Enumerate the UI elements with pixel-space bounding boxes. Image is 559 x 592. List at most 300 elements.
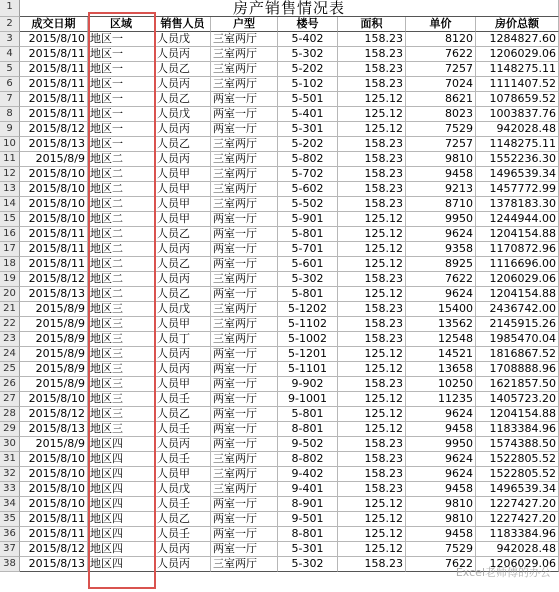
layout-cell[interactable]: 两室一厅 [211, 227, 278, 242]
region-cell[interactable]: 地区三 [88, 422, 155, 437]
unit-price-cell[interactable]: 11235 [406, 392, 476, 407]
area-cell[interactable]: 158.23 [338, 152, 406, 167]
row-header[interactable]: 15 [0, 212, 20, 227]
region-cell[interactable]: 地区四 [88, 542, 155, 557]
date-cell[interactable]: 2015/8/10 [20, 392, 88, 407]
area-cell[interactable]: 125.12 [338, 527, 406, 542]
row-header[interactable]: 26 [0, 377, 20, 392]
total-price-cell[interactable]: 1522805.52 [476, 452, 559, 467]
total-price-cell[interactable]: 2436742.00 [476, 302, 559, 317]
row-header[interactable]: 11 [0, 152, 20, 167]
date-cell[interactable]: 2015/8/9 [20, 332, 88, 347]
region-cell[interactable]: 地区四 [88, 437, 155, 452]
layout-cell[interactable]: 两室一厅 [211, 497, 278, 512]
row-header[interactable]: 1 [0, 0, 20, 17]
date-cell[interactable]: 2015/8/10 [20, 182, 88, 197]
total-price-cell[interactable]: 942028.48 [476, 122, 559, 137]
area-cell[interactable]: 125.12 [338, 512, 406, 527]
area-cell[interactable]: 158.23 [338, 437, 406, 452]
sheet-title[interactable]: 房产销售情况表 [20, 0, 559, 17]
salesperson-cell[interactable]: 人员丙 [155, 437, 211, 452]
unit-price-cell[interactable]: 10250 [406, 377, 476, 392]
date-cell[interactable]: 2015/8/11 [20, 92, 88, 107]
salesperson-cell[interactable]: 人员甲 [155, 467, 211, 482]
layout-cell[interactable]: 两室一厅 [211, 512, 278, 527]
date-cell[interactable]: 2015/8/10 [20, 32, 88, 47]
area-cell[interactable]: 125.12 [338, 92, 406, 107]
total-price-cell[interactable]: 1552236.30 [476, 152, 559, 167]
date-cell[interactable]: 2015/8/9 [20, 362, 88, 377]
date-cell[interactable]: 2015/8/10 [20, 212, 88, 227]
area-cell[interactable]: 158.23 [338, 197, 406, 212]
column-header-cell[interactable]: 房价总额 [476, 17, 559, 32]
total-price-cell[interactable]: 1116696.00 [476, 257, 559, 272]
salesperson-cell[interactable]: 人员乙 [155, 62, 211, 77]
building-cell[interactable]: 5-1201 [278, 347, 338, 362]
layout-cell[interactable]: 三室两厅 [211, 482, 278, 497]
unit-price-cell[interactable]: 15400 [406, 302, 476, 317]
area-cell[interactable]: 158.23 [338, 467, 406, 482]
building-cell[interactable]: 5-801 [278, 407, 338, 422]
date-cell[interactable]: 2015/8/9 [20, 317, 88, 332]
layout-cell[interactable]: 三室两厅 [211, 197, 278, 212]
building-cell[interactable]: 9-402 [278, 467, 338, 482]
region-cell[interactable]: 地区三 [88, 332, 155, 347]
region-cell[interactable]: 地区一 [88, 77, 155, 92]
unit-price-cell[interactable]: 9458 [406, 422, 476, 437]
layout-cell[interactable]: 两室一厅 [211, 362, 278, 377]
total-price-cell[interactable]: 1206029.06 [476, 47, 559, 62]
total-price-cell[interactable]: 1227427.20 [476, 512, 559, 527]
area-cell[interactable]: 158.23 [338, 317, 406, 332]
date-cell[interactable]: 2015/8/11 [20, 77, 88, 92]
area-cell[interactable]: 158.23 [338, 557, 406, 572]
row-header[interactable]: 36 [0, 527, 20, 542]
column-header-cell[interactable]: 单价 [406, 17, 476, 32]
row-header[interactable]: 7 [0, 92, 20, 107]
salesperson-cell[interactable]: 人员甲 [155, 167, 211, 182]
row-header[interactable]: 22 [0, 317, 20, 332]
layout-cell[interactable]: 三室两厅 [211, 467, 278, 482]
area-cell[interactable]: 158.23 [338, 77, 406, 92]
column-header-cell[interactable]: 销售人员 [155, 17, 211, 32]
region-cell[interactable]: 地区三 [88, 392, 155, 407]
layout-cell[interactable]: 三室两厅 [211, 452, 278, 467]
total-price-cell[interactable]: 1206029.06 [476, 272, 559, 287]
date-cell[interactable]: 2015/8/13 [20, 422, 88, 437]
layout-cell[interactable]: 两室一厅 [211, 92, 278, 107]
unit-price-cell[interactable]: 7622 [406, 272, 476, 287]
area-cell[interactable]: 125.12 [338, 287, 406, 302]
total-price-cell[interactable]: 1206029.06 [476, 557, 559, 572]
building-cell[interactable]: 9-1001 [278, 392, 338, 407]
building-cell[interactable]: 5-1101 [278, 362, 338, 377]
total-price-cell[interactable]: 1405723.20 [476, 392, 559, 407]
unit-price-cell[interactable]: 9358 [406, 242, 476, 257]
salesperson-cell[interactable]: 人员丙 [155, 557, 211, 572]
region-cell[interactable]: 地区二 [88, 257, 155, 272]
unit-price-cell[interactable]: 9458 [406, 527, 476, 542]
date-cell[interactable]: 2015/8/11 [20, 227, 88, 242]
date-cell[interactable]: 2015/8/13 [20, 557, 88, 572]
building-cell[interactable]: 5-202 [278, 62, 338, 77]
region-cell[interactable]: 地区一 [88, 62, 155, 77]
total-price-cell[interactable]: 1378183.30 [476, 197, 559, 212]
region-cell[interactable]: 地区一 [88, 122, 155, 137]
layout-cell[interactable]: 两室一厅 [211, 527, 278, 542]
region-cell[interactable]: 地区二 [88, 212, 155, 227]
row-header[interactable]: 5 [0, 62, 20, 77]
total-price-cell[interactable]: 1204154.88 [476, 227, 559, 242]
building-cell[interactable]: 8-901 [278, 497, 338, 512]
layout-cell[interactable]: 两室一厅 [211, 347, 278, 362]
row-header[interactable]: 19 [0, 272, 20, 287]
salesperson-cell[interactable]: 人员乙 [155, 92, 211, 107]
unit-price-cell[interactable]: 7257 [406, 62, 476, 77]
area-cell[interactable]: 125.12 [338, 362, 406, 377]
date-cell[interactable]: 2015/8/11 [20, 47, 88, 62]
layout-cell[interactable]: 两室一厅 [211, 122, 278, 137]
building-cell[interactable]: 5-502 [278, 197, 338, 212]
salesperson-cell[interactable]: 人员甲 [155, 317, 211, 332]
region-cell[interactable]: 地区四 [88, 452, 155, 467]
row-header[interactable]: 13 [0, 182, 20, 197]
salesperson-cell[interactable]: 人员壬 [155, 392, 211, 407]
unit-price-cell[interactable]: 13658 [406, 362, 476, 377]
salesperson-cell[interactable]: 人员乙 [155, 257, 211, 272]
date-cell[interactable]: 2015/8/12 [20, 272, 88, 287]
salesperson-cell[interactable]: 人员壬 [155, 422, 211, 437]
column-header-cell[interactable]: 成交日期 [20, 17, 88, 32]
unit-price-cell[interactable]: 9950 [406, 212, 476, 227]
row-header[interactable]: 9 [0, 122, 20, 137]
total-price-cell[interactable]: 1621857.50 [476, 377, 559, 392]
region-cell[interactable]: 地区三 [88, 377, 155, 392]
layout-cell[interactable]: 两室一厅 [211, 242, 278, 257]
date-cell[interactable]: 2015/8/12 [20, 122, 88, 137]
building-cell[interactable]: 5-1102 [278, 317, 338, 332]
unit-price-cell[interactable]: 9458 [406, 482, 476, 497]
salesperson-cell[interactable]: 人员甲 [155, 197, 211, 212]
unit-price-cell[interactable]: 7529 [406, 122, 476, 137]
area-cell[interactable]: 158.23 [338, 302, 406, 317]
date-cell[interactable]: 2015/8/10 [20, 452, 88, 467]
region-cell[interactable]: 地区二 [88, 152, 155, 167]
region-cell[interactable]: 地区二 [88, 197, 155, 212]
row-header[interactable]: 27 [0, 392, 20, 407]
column-header-cell[interactable]: 面积 [338, 17, 406, 32]
layout-cell[interactable]: 三室两厅 [211, 167, 278, 182]
region-cell[interactable]: 地区一 [88, 92, 155, 107]
layout-cell[interactable]: 两室一厅 [211, 437, 278, 452]
region-cell[interactable]: 地区四 [88, 512, 155, 527]
layout-cell[interactable]: 三室两厅 [211, 62, 278, 77]
row-header[interactable]: 24 [0, 347, 20, 362]
layout-cell[interactable]: 两室一厅 [211, 212, 278, 227]
area-cell[interactable]: 158.23 [338, 182, 406, 197]
building-cell[interactable]: 5-402 [278, 32, 338, 47]
unit-price-cell[interactable]: 9810 [406, 512, 476, 527]
region-cell[interactable]: 地区三 [88, 362, 155, 377]
building-cell[interactable]: 9-902 [278, 377, 338, 392]
date-cell[interactable]: 2015/8/11 [20, 527, 88, 542]
area-cell[interactable]: 158.23 [338, 137, 406, 152]
column-header-cell[interactable]: 户型 [211, 17, 278, 32]
unit-price-cell[interactable]: 7257 [406, 137, 476, 152]
unit-price-cell[interactable]: 7024 [406, 77, 476, 92]
region-cell[interactable]: 地区四 [88, 497, 155, 512]
unit-price-cell[interactable]: 8023 [406, 107, 476, 122]
total-price-cell[interactable]: 2145915.26 [476, 317, 559, 332]
row-header[interactable]: 28 [0, 407, 20, 422]
row-header[interactable]: 4 [0, 47, 20, 62]
column-header-cell[interactable]: 区域 [88, 17, 155, 32]
unit-price-cell[interactable]: 8710 [406, 197, 476, 212]
date-cell[interactable]: 2015/8/10 [20, 197, 88, 212]
area-cell[interactable]: 125.12 [338, 242, 406, 257]
date-cell[interactable]: 2015/8/13 [20, 287, 88, 302]
date-cell[interactable]: 2015/8/11 [20, 257, 88, 272]
date-cell[interactable]: 2015/8/9 [20, 152, 88, 167]
salesperson-cell[interactable]: 人员壬 [155, 497, 211, 512]
total-price-cell[interactable]: 1985470.04 [476, 332, 559, 347]
date-cell[interactable]: 2015/8/9 [20, 437, 88, 452]
area-cell[interactable]: 158.23 [338, 377, 406, 392]
unit-price-cell[interactable]: 9458 [406, 167, 476, 182]
building-cell[interactable]: 9-502 [278, 437, 338, 452]
salesperson-cell[interactable]: 人员丙 [155, 347, 211, 362]
date-cell[interactable]: 2015/8/10 [20, 467, 88, 482]
salesperson-cell[interactable]: 人员丁 [155, 332, 211, 347]
total-price-cell[interactable]: 1183384.96 [476, 422, 559, 437]
building-cell[interactable]: 5-801 [278, 227, 338, 242]
layout-cell[interactable]: 三室两厅 [211, 557, 278, 572]
building-cell[interactable]: 5-1002 [278, 332, 338, 347]
area-cell[interactable]: 158.23 [338, 482, 406, 497]
region-cell[interactable]: 地区二 [88, 182, 155, 197]
region-cell[interactable]: 地区一 [88, 107, 155, 122]
layout-cell[interactable]: 两室一厅 [211, 422, 278, 437]
layout-cell[interactable]: 三室两厅 [211, 32, 278, 47]
layout-cell[interactable]: 三室两厅 [211, 272, 278, 287]
total-price-cell[interactable]: 1496539.34 [476, 482, 559, 497]
total-price-cell[interactable]: 1522805.52 [476, 467, 559, 482]
total-price-cell[interactable]: 1183384.96 [476, 527, 559, 542]
area-cell[interactable]: 158.23 [338, 47, 406, 62]
layout-cell[interactable]: 两室一厅 [211, 287, 278, 302]
row-header[interactable]: 34 [0, 497, 20, 512]
layout-cell[interactable]: 三室两厅 [211, 317, 278, 332]
region-cell[interactable]: 地区三 [88, 347, 155, 362]
building-cell[interactable]: 5-301 [278, 542, 338, 557]
unit-price-cell[interactable]: 7622 [406, 47, 476, 62]
region-cell[interactable]: 地区二 [88, 287, 155, 302]
total-price-cell[interactable]: 1003837.76 [476, 107, 559, 122]
area-cell[interactable]: 158.23 [338, 452, 406, 467]
region-cell[interactable]: 地区四 [88, 482, 155, 497]
area-cell[interactable]: 125.12 [338, 422, 406, 437]
building-cell[interactable]: 5-602 [278, 182, 338, 197]
salesperson-cell[interactable]: 人员丙 [155, 362, 211, 377]
row-header[interactable]: 10 [0, 137, 20, 152]
total-price-cell[interactable]: 1284827.60 [476, 32, 559, 47]
building-cell[interactable]: 9-501 [278, 512, 338, 527]
total-price-cell[interactable]: 1708888.96 [476, 362, 559, 377]
date-cell[interactable]: 2015/8/11 [20, 242, 88, 257]
total-price-cell[interactable]: 1574388.50 [476, 437, 559, 452]
layout-cell[interactable]: 两室一厅 [211, 107, 278, 122]
region-cell[interactable]: 地区一 [88, 32, 155, 47]
region-cell[interactable]: 地区三 [88, 407, 155, 422]
building-cell[interactable]: 8-801 [278, 422, 338, 437]
salesperson-cell[interactable]: 人员戊 [155, 32, 211, 47]
area-cell[interactable]: 158.23 [338, 167, 406, 182]
building-cell[interactable]: 9-401 [278, 482, 338, 497]
row-header[interactable]: 31 [0, 452, 20, 467]
date-cell[interactable]: 2015/8/10 [20, 482, 88, 497]
layout-cell[interactable]: 三室两厅 [211, 332, 278, 347]
row-header[interactable]: 33 [0, 482, 20, 497]
column-header-cell[interactable]: 楼号 [278, 17, 338, 32]
region-cell[interactable]: 地区四 [88, 467, 155, 482]
row-header[interactable]: 37 [0, 542, 20, 557]
salesperson-cell[interactable]: 人员丙 [155, 122, 211, 137]
row-header[interactable]: 38 [0, 557, 20, 572]
region-cell[interactable]: 地区二 [88, 242, 155, 257]
unit-price-cell[interactable]: 9810 [406, 152, 476, 167]
area-cell[interactable]: 125.12 [338, 407, 406, 422]
region-cell[interactable]: 地区四 [88, 557, 155, 572]
area-cell[interactable]: 158.23 [338, 272, 406, 287]
layout-cell[interactable]: 三室两厅 [211, 137, 278, 152]
area-cell[interactable]: 125.12 [338, 497, 406, 512]
salesperson-cell[interactable]: 人员丙 [155, 77, 211, 92]
layout-cell[interactable]: 两室一厅 [211, 392, 278, 407]
unit-price-cell[interactable]: 9624 [406, 227, 476, 242]
region-cell[interactable]: 地区四 [88, 527, 155, 542]
area-cell[interactable]: 125.12 [338, 347, 406, 362]
row-header[interactable]: 18 [0, 257, 20, 272]
unit-price-cell[interactable]: 9624 [406, 287, 476, 302]
region-cell[interactable]: 地区三 [88, 317, 155, 332]
area-cell[interactable]: 125.12 [338, 542, 406, 557]
region-cell[interactable]: 地区二 [88, 227, 155, 242]
building-cell[interactable]: 5-702 [278, 167, 338, 182]
total-price-cell[interactable]: 1111407.52 [476, 77, 559, 92]
unit-price-cell[interactable]: 9624 [406, 452, 476, 467]
building-cell[interactable]: 5-601 [278, 257, 338, 272]
row-header[interactable]: 2 [0, 17, 20, 32]
building-cell[interactable]: 5-801 [278, 287, 338, 302]
layout-cell[interactable]: 三室两厅 [211, 302, 278, 317]
salesperson-cell[interactable]: 人员丙 [155, 47, 211, 62]
row-header[interactable]: 25 [0, 362, 20, 377]
building-cell[interactable]: 5-501 [278, 92, 338, 107]
total-price-cell[interactable]: 1227427.20 [476, 497, 559, 512]
layout-cell[interactable]: 三室两厅 [211, 77, 278, 92]
row-header[interactable]: 14 [0, 197, 20, 212]
salesperson-cell[interactable]: 人员乙 [155, 407, 211, 422]
building-cell[interactable]: 5-302 [278, 272, 338, 287]
region-cell[interactable]: 地区一 [88, 47, 155, 62]
building-cell[interactable]: 5-802 [278, 152, 338, 167]
salesperson-cell[interactable]: 人员乙 [155, 227, 211, 242]
total-price-cell[interactable]: 1496539.34 [476, 167, 559, 182]
salesperson-cell[interactable]: 人员乙 [155, 137, 211, 152]
date-cell[interactable]: 2015/8/9 [20, 347, 88, 362]
total-price-cell[interactable]: 942028.48 [476, 542, 559, 557]
total-price-cell[interactable]: 1078659.52 [476, 92, 559, 107]
building-cell[interactable]: 8-802 [278, 452, 338, 467]
unit-price-cell[interactable]: 9624 [406, 467, 476, 482]
date-cell[interactable]: 2015/8/9 [20, 377, 88, 392]
row-header[interactable]: 17 [0, 242, 20, 257]
layout-cell[interactable]: 三室两厅 [211, 182, 278, 197]
layout-cell[interactable]: 两室一厅 [211, 257, 278, 272]
layout-cell[interactable]: 两室一厅 [211, 542, 278, 557]
row-header[interactable]: 23 [0, 332, 20, 347]
salesperson-cell[interactable]: 人员丙 [155, 242, 211, 257]
building-cell[interactable]: 5-401 [278, 107, 338, 122]
area-cell[interactable]: 125.12 [338, 257, 406, 272]
unit-price-cell[interactable]: 7622 [406, 557, 476, 572]
building-cell[interactable]: 8-801 [278, 527, 338, 542]
building-cell[interactable]: 5-301 [278, 122, 338, 137]
total-price-cell[interactable]: 1457772.99 [476, 182, 559, 197]
layout-cell[interactable]: 三室两厅 [211, 47, 278, 62]
area-cell[interactable]: 125.12 [338, 392, 406, 407]
unit-price-cell[interactable]: 7529 [406, 542, 476, 557]
salesperson-cell[interactable]: 人员戊 [155, 107, 211, 122]
date-cell[interactable]: 2015/8/13 [20, 137, 88, 152]
total-price-cell[interactable]: 1170872.96 [476, 242, 559, 257]
unit-price-cell[interactable]: 14521 [406, 347, 476, 362]
row-header[interactable]: 30 [0, 437, 20, 452]
layout-cell[interactable]: 三室两厅 [211, 152, 278, 167]
row-header[interactable]: 29 [0, 422, 20, 437]
salesperson-cell[interactable]: 人员乙 [155, 287, 211, 302]
region-cell[interactable]: 地区三 [88, 302, 155, 317]
row-header[interactable]: 3 [0, 32, 20, 47]
unit-price-cell[interactable]: 12548 [406, 332, 476, 347]
unit-price-cell[interactable]: 9213 [406, 182, 476, 197]
building-cell[interactable]: 5-202 [278, 137, 338, 152]
salesperson-cell[interactable]: 人员丙 [155, 152, 211, 167]
area-cell[interactable]: 125.12 [338, 107, 406, 122]
unit-price-cell[interactable]: 13562 [406, 317, 476, 332]
building-cell[interactable]: 5-1202 [278, 302, 338, 317]
salesperson-cell[interactable]: 人员戊 [155, 302, 211, 317]
date-cell[interactable]: 2015/8/11 [20, 512, 88, 527]
unit-price-cell[interactable]: 8925 [406, 257, 476, 272]
total-price-cell[interactable]: 1244944.00 [476, 212, 559, 227]
date-cell[interactable]: 2015/8/9 [20, 302, 88, 317]
date-cell[interactable]: 2015/8/12 [20, 542, 88, 557]
unit-price-cell[interactable]: 8120 [406, 32, 476, 47]
row-header[interactable]: 12 [0, 167, 20, 182]
area-cell[interactable]: 125.12 [338, 227, 406, 242]
layout-cell[interactable]: 两室一厅 [211, 377, 278, 392]
layout-cell[interactable]: 两室一厅 [211, 407, 278, 422]
salesperson-cell[interactable]: 人员甲 [155, 212, 211, 227]
row-header[interactable]: 6 [0, 77, 20, 92]
area-cell[interactable]: 158.23 [338, 332, 406, 347]
total-price-cell[interactable]: 1816867.52 [476, 347, 559, 362]
building-cell[interactable]: 5-102 [278, 77, 338, 92]
area-cell[interactable]: 125.12 [338, 122, 406, 137]
date-cell[interactable]: 2015/8/11 [20, 62, 88, 77]
date-cell[interactable]: 2015/8/10 [20, 167, 88, 182]
